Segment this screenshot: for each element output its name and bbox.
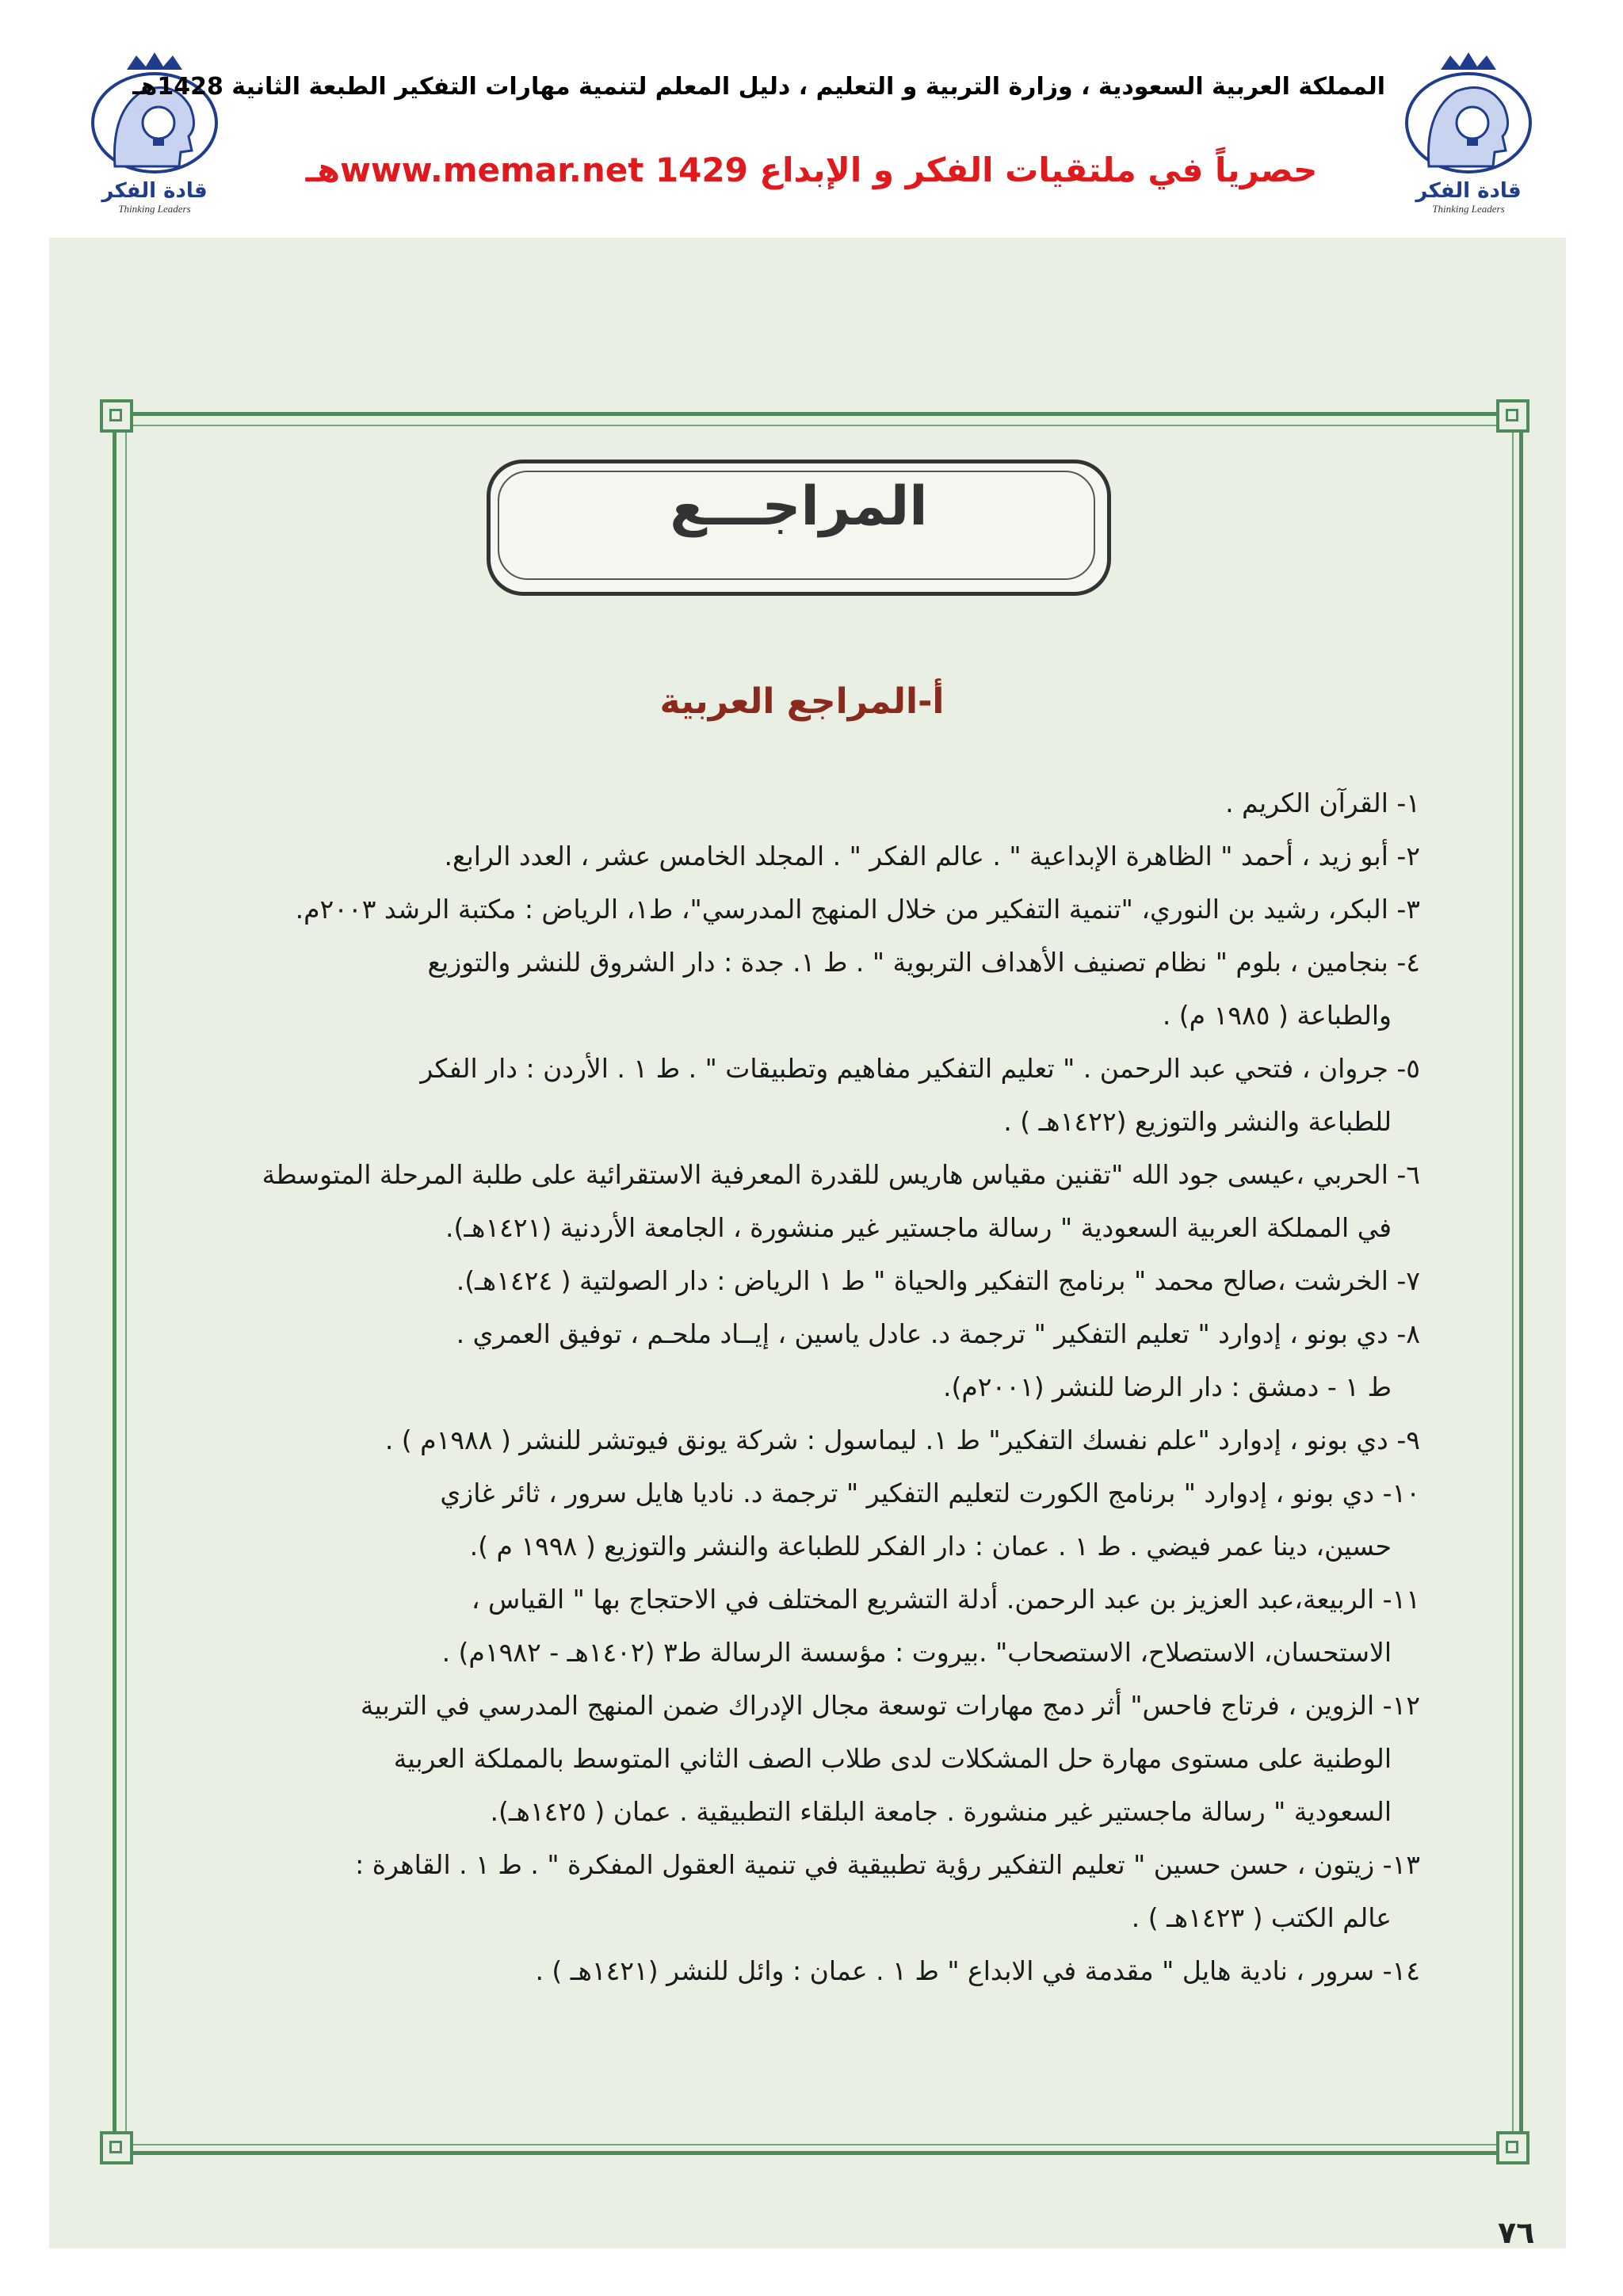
reference-continuation-line: ط ١ - دمشق : دار الرضا للنشر (٢٠٠١م). — [942, 1371, 1392, 1402]
logo-subtext: Thinking Leaders — [1432, 203, 1505, 215]
reference-line: ٩- دي بونو ، إدوارد "علم نفسك التفكير" ط ١. ليماسول : شركة يونق فيوتشر للنشر ( ١٩٨٨م ) . — [384, 1425, 1420, 1455]
reference-line: ٤- بنجامين ، بلوم " نظام تصنيف الأهداف التربوية " . ط ١. جدة : دار الشروق للنشر والتوزيع — [427, 947, 1420, 978]
head-bulb-icon — [1393, 48, 1544, 182]
scanned-page — [49, 238, 1566, 2248]
reference-entry — [208, 1838, 1420, 1944]
references-list — [208, 776, 1420, 1997]
reference-entry — [208, 830, 1420, 883]
reference-continuation-line: الاستحسان، الاستصلاح، الاستصحاب" .بيروت : مؤسسة الرسالة ط٣ (١٤٠٢هـ - ١٩٨٢م) . — [441, 1637, 1392, 1668]
reference-line: ١٠- دي بونو ، إدوارد " برنامج الكورت لتعليم التفكير " ترجمة د. ناديا هايل سرور ، ثائر غازي — [440, 1478, 1420, 1508]
reference-continuation-line: في المملكة العربية السعودية " رسالة ماجستير غير منشورة ، الجامعة الأردنية (١٤٢١هـ). — [445, 1212, 1392, 1243]
thinking-leaders-logo-right — [1393, 48, 1544, 214]
reference-entry — [208, 1042, 1420, 1148]
header-website-line: حصرياً في ملتقيات الفكر و الإبداع www.memar.net 1429هـ — [305, 151, 1318, 189]
section-subtitle: أ-المراجع العربية — [659, 681, 945, 722]
logo-subtext: Thinking Leaders — [118, 203, 191, 215]
reference-entry — [208, 1307, 1420, 1413]
reference-line: ٣- البكر، رشيد بن النوري، "تنمية التفكير من خلال المنهج المدرسي"، ط١، الرياض : مكتبة الرشد ٢٠٠٣م. — [295, 894, 1420, 925]
reference-entry — [208, 1254, 1420, 1307]
reference-line: ١٢- الزوين ، فرتاج فاحس" أثر دمج مهارات توسعة مجال الإدراك ضمن المنهج المدرسي في التربية — [360, 1690, 1420, 1721]
reference-entry — [208, 883, 1420, 936]
frame-corner-ornament — [100, 399, 133, 433]
reference-continuation-line: الوطنية على مستوى مهارة حل المشكلات لدى طلاب الصف الثاني المتوسط بالمملكة العربية — [393, 1743, 1392, 1774]
frame-corner-ornament — [1496, 2131, 1529, 2164]
reference-continuation-line: والطباعة ( ١٩٨٥ م) . — [1162, 1000, 1392, 1031]
reference-continuation-line: عالم الكتب ( ١٤٢٣هـ ) . — [1131, 1902, 1392, 1933]
reference-line: ٥- جروان ، فتحي عبد الرحمن . " تعليم التفكير مفاهيم وتطبيقات " . ط ١ . الأردن : دار الفكر — [420, 1053, 1420, 1084]
reference-line: ١- القرآن الكريم . — [1225, 788, 1420, 818]
reference-line: ٦- الحربي ،عيسى جود الله "تقنين مقياس هاريس للقدرة المعرفية الاستقرائية على طلبة المرحلة المتوسطة — [262, 1159, 1420, 1190]
frame-corner-ornament — [1496, 399, 1529, 433]
reference-line: ٧- الخرشت ،صالح محمد " برنامج التفكير والحياة " ط ١ الرياض : دار الصولتية ( ١٤٢٤هـ). — [456, 1265, 1420, 1296]
frame-corner-ornament — [100, 2131, 133, 2164]
reference-line: ١١- الربيعة،عبد العزيز بن عبد الرحمن. أدلة التشريع المختلف في الاحتجاج بها " القياس ، — [471, 1584, 1420, 1615]
page-number: ٧٦ — [1498, 2215, 1535, 2250]
logo-text: قادة الفكر — [1415, 179, 1522, 203]
header-publication-line: المملكة العربية السعودية ، وزارة التربية و التعليم ، دليل المعلم لتنمية مهارات التفكير الطبعة الثانية 1428هـ — [132, 73, 1385, 101]
reference-entry — [208, 1573, 1420, 1679]
reference-line: ١٤- سرور ، نادية هايل " مقدمة في الابداع " ط ١ . عمان : وائل للنشر (١٤٢١هـ ) . — [535, 1955, 1420, 1986]
reference-entry — [208, 1413, 1420, 1466]
document-header — [0, 0, 1623, 238]
page-title: المراجـــع — [670, 475, 928, 538]
logo-text: قادة الفكر — [101, 179, 208, 203]
reference-line: ٢- أبو زيد ، أحمد " الظاهرة الإبداعية " . عالم الفكر " . المجلد الخامس عشر ، العدد الرابع. — [444, 841, 1420, 871]
reference-entry — [208, 1148, 1420, 1254]
reference-line: ١٣- زيتون ، حسن حسين " تعليم التفكير رؤية تطبيقية في تنمية العقول المفكرة " . ط ١ . القاهرة : — [355, 1849, 1420, 1880]
reference-continuation-line: السعودية " رسالة ماجستير غير منشورة . جامعة البلقاء التطبيقية . عمان ( ١٤٢٥هـ). — [490, 1796, 1392, 1827]
reference-continuation-line: للطباعة والنشر والتوزيع (١٤٢٢هـ ) . — [1003, 1106, 1392, 1137]
reference-line: ٨- دي بونو ، إدوارد " تعليم التفكير " ترجمة د. عادل ياسين ، إيــاد ملحـم ، توفيق العمري . — [456, 1318, 1420, 1349]
reference-entry — [208, 776, 1420, 830]
head-bulb-icon — [79, 48, 230, 182]
reference-entry — [208, 1679, 1420, 1838]
reference-entry — [208, 936, 1420, 1042]
reference-entry — [208, 1944, 1420, 1997]
reference-continuation-line: حسين، دينا عمر فيضي . ط ١ . عمان : دار الفكر للطباعة والنشر والتوزيع ( ١٩٩٨ م ). — [469, 1531, 1392, 1562]
reference-entry — [208, 1466, 1420, 1573]
